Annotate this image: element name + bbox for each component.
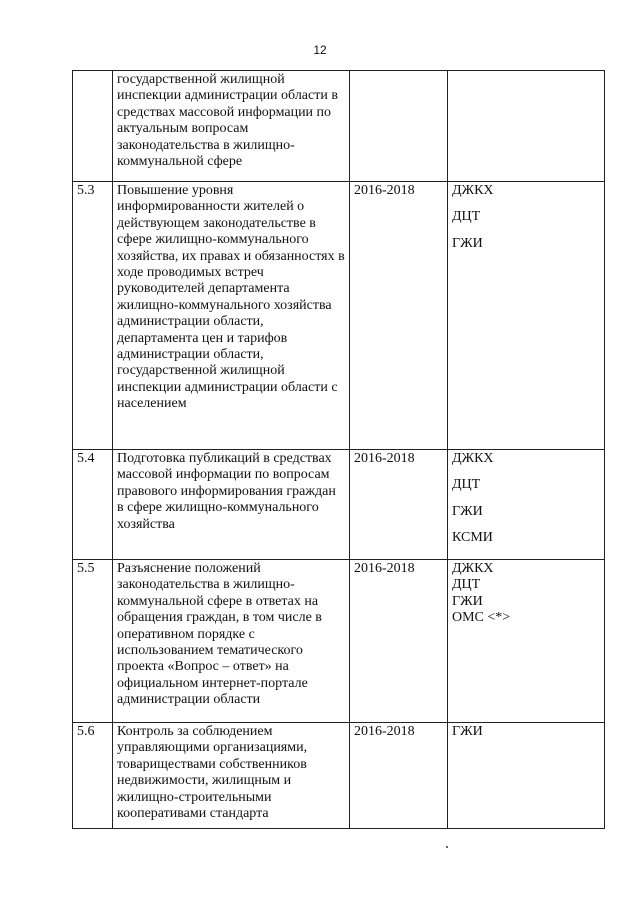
period-cell: 2016-2018 [350,723,448,829]
measure-description: государственной жилищной инспекции администрации области в средствах массовой информации по актуальным вопросам законодательства в жилищно-коммунальной сфере [113,71,350,182]
table-row [73,560,605,723]
responsible-agency: ГЖИ [452,503,483,519]
period-cell: 2016-2018 [350,182,448,450]
responsible-cell [448,182,605,450]
table-row [73,182,605,450]
table-row [73,71,605,182]
item-number [73,71,113,182]
responsible-cell [448,723,605,829]
period-cell: 2016-2018 [350,560,448,723]
responsible-agency: ДЖКХ [452,183,494,198]
period-cell [350,71,448,182]
responsible-agency: ОМС <*> [452,610,511,626]
measure-description: Повышение уровня информированности жителей о действующем законодательстве в сфере жилищно-коммунального хозяйства, их правах и обязанностях в ходе проводимых встреч руководителей департамента жилищно-коммунального хозяйства администрации области, департамента цен и тарифов администрации области, государственной жилищной инспекции администрации области с населением [113,182,350,450]
item-number: 5.5 [73,560,113,723]
responsible-agency: ДЦТ [452,209,481,225]
table-row [73,723,605,829]
responsible-agency: ГЖИ [452,724,483,739]
page-number: 12 [313,43,327,57]
responsible-agency: КСМИ [452,530,493,546]
responsible-cell [448,450,605,560]
responsible-cell [448,71,605,182]
scan-speck [446,846,448,848]
measure-description: Разъяснение положений законодательства в жилищно-коммунальной сфере в ответах на обращения граждан, в том числе в оперативном порядке с использованием тематического проекта «Вопрос – ответ» на официальном интернет-портале администрации области [113,560,350,723]
responsible-agency: ДЦТ [452,577,481,593]
measures-table [72,70,605,829]
measure-description: Подготовка публикаций в средствах массовой информации по вопросам правового информирования граждан в сфере жилищно-коммунального хозяйства [113,450,350,560]
item-number: 5.6 [73,723,113,829]
responsible-agency: ГЖИ [452,593,483,609]
item-number: 5.4 [73,450,113,560]
responsible-agency: ДЦТ [452,477,481,493]
period-cell: 2016-2018 [350,450,448,560]
responsible-agency: ДЖКХ [452,561,494,576]
responsible-cell [448,560,605,723]
responsible-agency: ГЖИ [452,235,483,251]
table-row [73,450,605,560]
item-number: 5.3 [73,182,113,450]
responsible-agency: ДЖКХ [452,451,494,466]
measure-description: Контроль за соблюдением управляющими организациями, товариществами собственников недвижимости, жилищным и жилищно-строительными кооперативами стандарта [113,723,350,829]
